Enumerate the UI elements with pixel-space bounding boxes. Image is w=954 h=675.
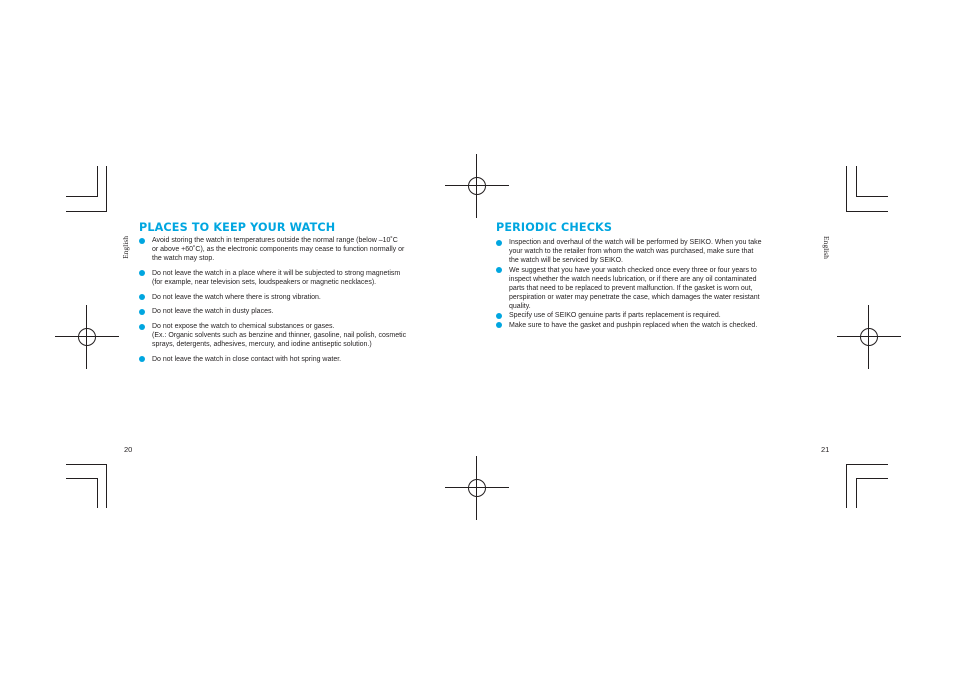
list-item — [139, 322, 459, 349]
registration-mark — [837, 305, 901, 369]
bullet-icon — [496, 322, 502, 328]
item-text-line: your watch to the retailer from whom the watch was purchased, make sure that — [509, 248, 754, 256]
section-heading: PERIODIC CHECKS — [496, 221, 613, 234]
bullet-icon — [139, 294, 145, 300]
crop-mark — [856, 196, 888, 197]
page-number: 20 — [124, 445, 133, 454]
language-side-label: English — [822, 236, 831, 259]
item-text-line: Make sure to have the gasket and pushpin replaced when the watch is checked. — [509, 321, 758, 329]
crop-mark — [97, 478, 98, 508]
bullet-icon — [139, 270, 145, 276]
registration-mark — [445, 154, 509, 218]
list-item — [139, 355, 459, 364]
item-text-line: Do not leave the watch in close contact with hot spring water. — [152, 355, 342, 363]
bullet-icon — [496, 313, 502, 319]
crop-mark — [856, 478, 857, 508]
item-text-line: Avoid storing the watch in temperatures outside the normal range (below –10˚C — [152, 237, 398, 244]
item-text-line: (for example, near television sets, loudspeakers or magnetic necklaces). — [152, 278, 377, 286]
item-text-line: inspect whether the watch needs lubrication, or if there are any oil contaminated — [509, 275, 757, 283]
checks-list — [496, 238, 814, 330]
bullet-icon — [139, 324, 145, 330]
item-text-line: Do not leave the watch where there is strong vibration. — [152, 293, 321, 301]
section-heading: PLACES TO KEEP YOUR WATCH — [139, 221, 336, 234]
list-item — [496, 321, 814, 330]
item-text-line: Do not expose the watch to chemical substances or gases. — [152, 323, 335, 331]
crop-mark — [106, 464, 107, 508]
bullet-icon — [139, 238, 145, 244]
crop-mark — [856, 478, 888, 479]
crop-mark — [97, 166, 98, 197]
item-text-line: the watch may stop. — [152, 255, 215, 263]
bullet-icon — [139, 309, 145, 315]
crop-mark — [846, 464, 847, 508]
crop-mark — [846, 166, 847, 212]
list-item — [496, 311, 814, 320]
bullet-icon — [139, 356, 145, 362]
crop-mark — [856, 166, 857, 197]
crop-mark — [846, 464, 888, 465]
language-side-label: English — [121, 236, 130, 259]
item-text-line: sprays, detergents, adhesives, mercury, and iodine antiseptic solution.) — [152, 341, 372, 349]
list-item — [496, 238, 814, 265]
item-text-line: We suggest that you have your watch checked once every three or four years to — [509, 266, 757, 274]
crop-mark — [66, 464, 107, 465]
list-item — [496, 266, 814, 311]
crop-mark — [66, 211, 107, 212]
precautions-list — [139, 236, 459, 370]
list-item — [139, 293, 459, 302]
crop-mark — [846, 211, 888, 212]
list-item — [139, 236, 459, 263]
item-text-line: (Ex.: Organic solvents such as benzine and thinner, gasoline, nail polish, cosmetic — [152, 332, 407, 340]
page-number: 21 — [821, 445, 830, 454]
list-item — [139, 269, 459, 287]
crop-mark — [106, 166, 107, 212]
registration-mark — [445, 456, 509, 520]
item-text-line: perspiration or water may penetrate the case, which damages the water resistant — [509, 293, 760, 301]
item-text-line: or above +60˚C), as the electronic components may cease to function normally or — [152, 246, 405, 254]
item-text-line: the watch will be serviced by SEIKO. — [509, 257, 623, 265]
crop-mark — [66, 478, 98, 479]
item-text-line: Inspection and overhaul of the watch will be performed by SEIKO. When you take — [509, 239, 762, 246]
item-text-line: Specify use of SEIKO genuine parts if parts replacement is required. — [509, 312, 721, 320]
registration-mark — [55, 305, 119, 369]
item-text-line: quality. — [509, 302, 531, 310]
list-item — [139, 307, 459, 316]
crop-mark — [66, 196, 98, 197]
bullet-icon — [496, 240, 502, 246]
item-text-line: Do not leave the watch in dusty places. — [152, 308, 274, 316]
item-text-line: Do not leave the watch in a place where it will be subjected to strong magnetism — [152, 269, 401, 277]
item-text-line: parts that need to be replaced to prevent malfunction. If the gasket is worn out, — [509, 284, 753, 292]
bullet-icon — [496, 267, 502, 273]
